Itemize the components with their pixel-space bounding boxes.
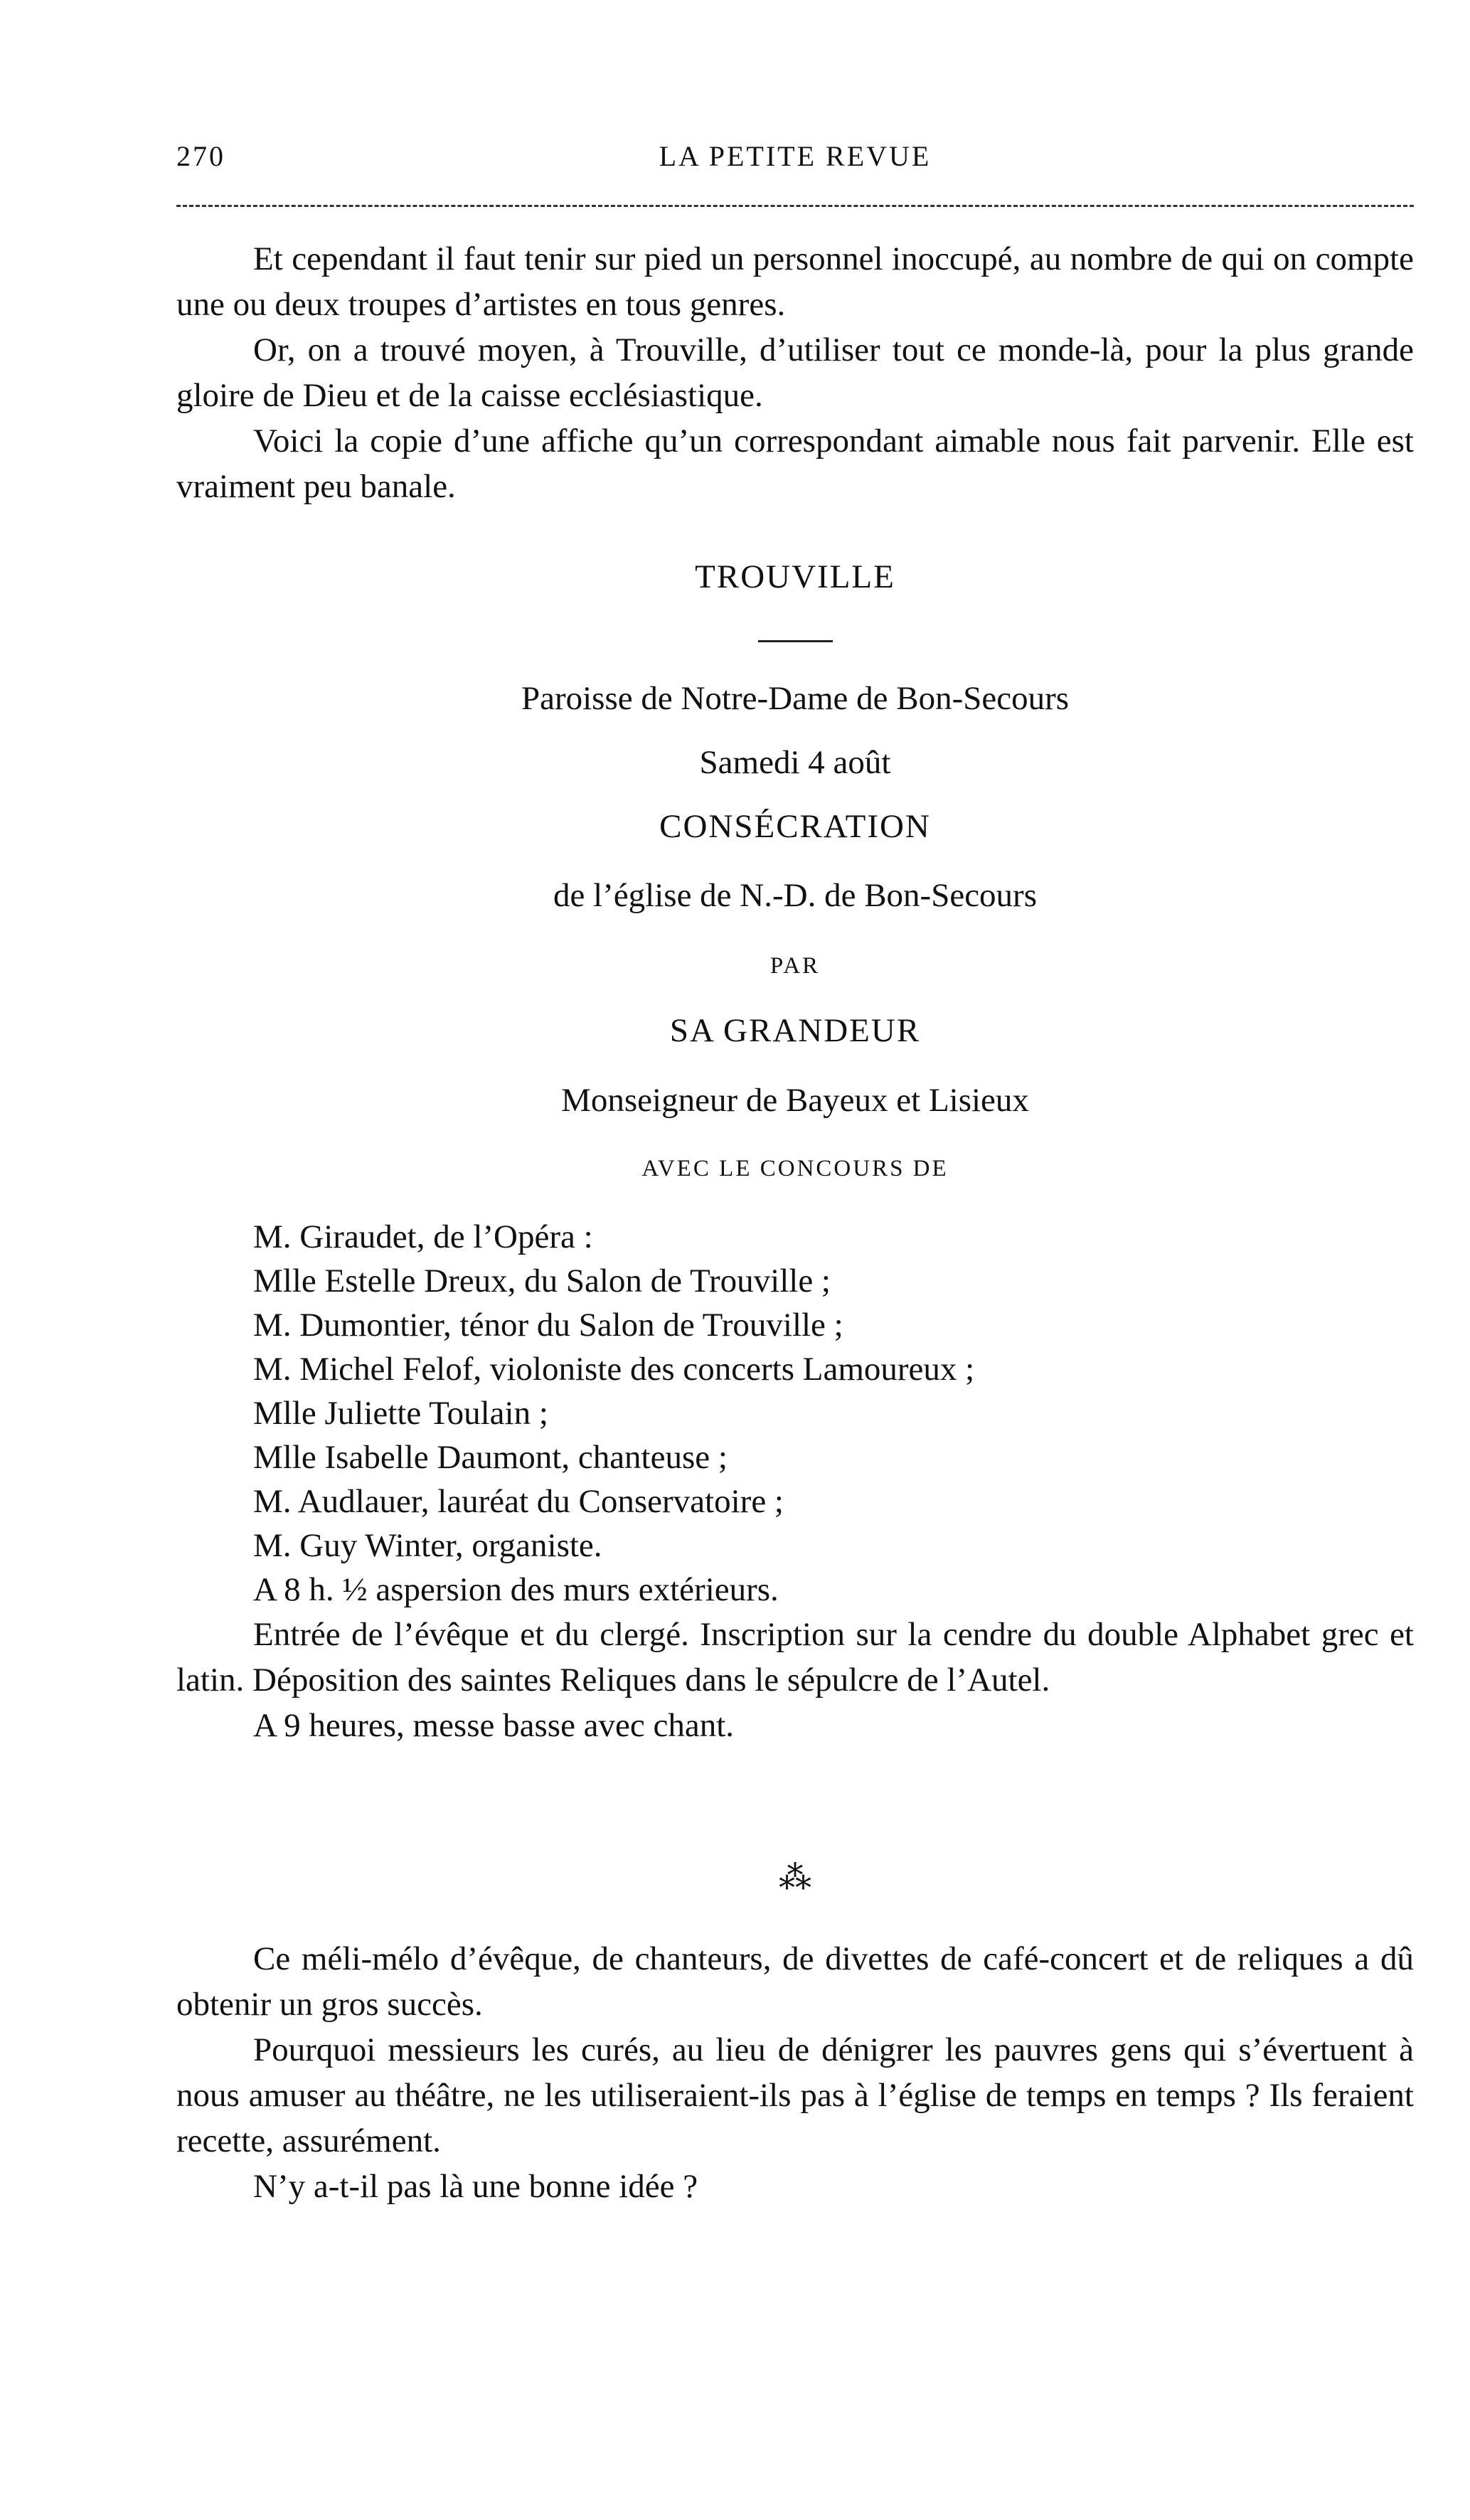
header-rule — [176, 205, 1414, 207]
poster-parish: Paroisse de Notre-Dame de Bon-Secours — [521, 680, 1070, 717]
page-number: 270 — [176, 140, 225, 172]
performer-item: Mlle Estelle Dreux, du Salon de Trouville ; — [253, 1262, 831, 1299]
poster-concours: AVEC LE CONCOURS DE — [641, 1156, 949, 1181]
intro-paragraph: Or, on a trouvé moyen, à Trouville, d’utiliser tout ce monde-là, pour la plus grande gloire de Dieu et de la caisse ecclésiastique. — [176, 331, 1414, 414]
performer-item: M. Michel Felof, violoniste des concerts Lamoureux ; — [253, 1351, 975, 1388]
poster-bishop: Monseigneur de Bayeux et Lisieux — [561, 1082, 1029, 1119]
running-header — [176, 139, 1414, 182]
performer-item: M. Guy Winter, organiste. — [253, 1527, 602, 1564]
performer-item: M. Dumontier, ténor du Salon de Trouville ; — [253, 1307, 843, 1344]
poster-town: TROUVILLE — [695, 558, 895, 595]
intro-paragraph: Voici la copie d’une affiche qu’un correspondant aimable nous fait parvenir. Elle est vraiment peu banale. — [176, 422, 1414, 505]
intro-paragraph: Et cependant il faut tenir sur pied un personnel inoccupé, au nombre de qui on compte une ou deux troupes d’artistes en tous genres. — [176, 240, 1414, 323]
schedule-line: A 8 h. ½ aspersion des murs extérieurs. — [253, 1571, 779, 1608]
outro-paragraph: Ce méli-mélo d’évêque, de chanteurs, de divettes de café-concert et de reliques a dû obtenir un gros succès. — [176, 1940, 1414, 2023]
journal-title: LA PETITE REVUE — [659, 140, 932, 172]
poster-date: Samedi 4 août — [699, 744, 891, 781]
schedule-line: A 9 heures, messe basse avec chant. — [253, 1707, 735, 1744]
ceremony-paragraph: Entrée de l’évêque et du clergé. Inscription sur la cendre du double Alphabet grec et latin. Déposition des saintes Reliques dans le sépulcre de l’Autel. — [176, 1616, 1414, 1698]
performer-item: M. Giraudet, de l’Opéra : — [253, 1218, 593, 1255]
poster-grandeur: SA GRANDEUR — [669, 1012, 921, 1049]
outro-paragraph: Pourquoi messieurs les curés, au lieu de dénigrer les pauvres gens qui s’évertuent à nous amuser au théâtre, ne les utiliseraient-ils pas à l’église de temps en temps ? Ils feraient recette, assurément. — [176, 2031, 1414, 2159]
intro-text — [176, 236, 1414, 509]
performer-item: M. Audlauer, lauréat du Conservatoire ; — [253, 1483, 784, 1520]
poster-event: CONSÉCRATION — [659, 808, 931, 845]
poster-church: de l’église de N.-D. de Bon-Secours — [553, 877, 1037, 914]
short-rule — [758, 640, 833, 642]
poster-par: PAR — [769, 953, 821, 979]
asterism-separator: ⁂ — [779, 1859, 811, 1896]
performer-item: Mlle Isabelle Daumont, chanteuse ; — [253, 1439, 728, 1476]
outro-text — [176, 1936, 1414, 2209]
performer-list — [253, 1215, 1414, 1612]
outro-paragraph: N’y a-t-il pas là une bonne idée ? — [253, 2168, 698, 2205]
performer-item: Mlle Juliette Toulain ; — [253, 1395, 548, 1432]
ceremony-text — [176, 1612, 1414, 1748]
